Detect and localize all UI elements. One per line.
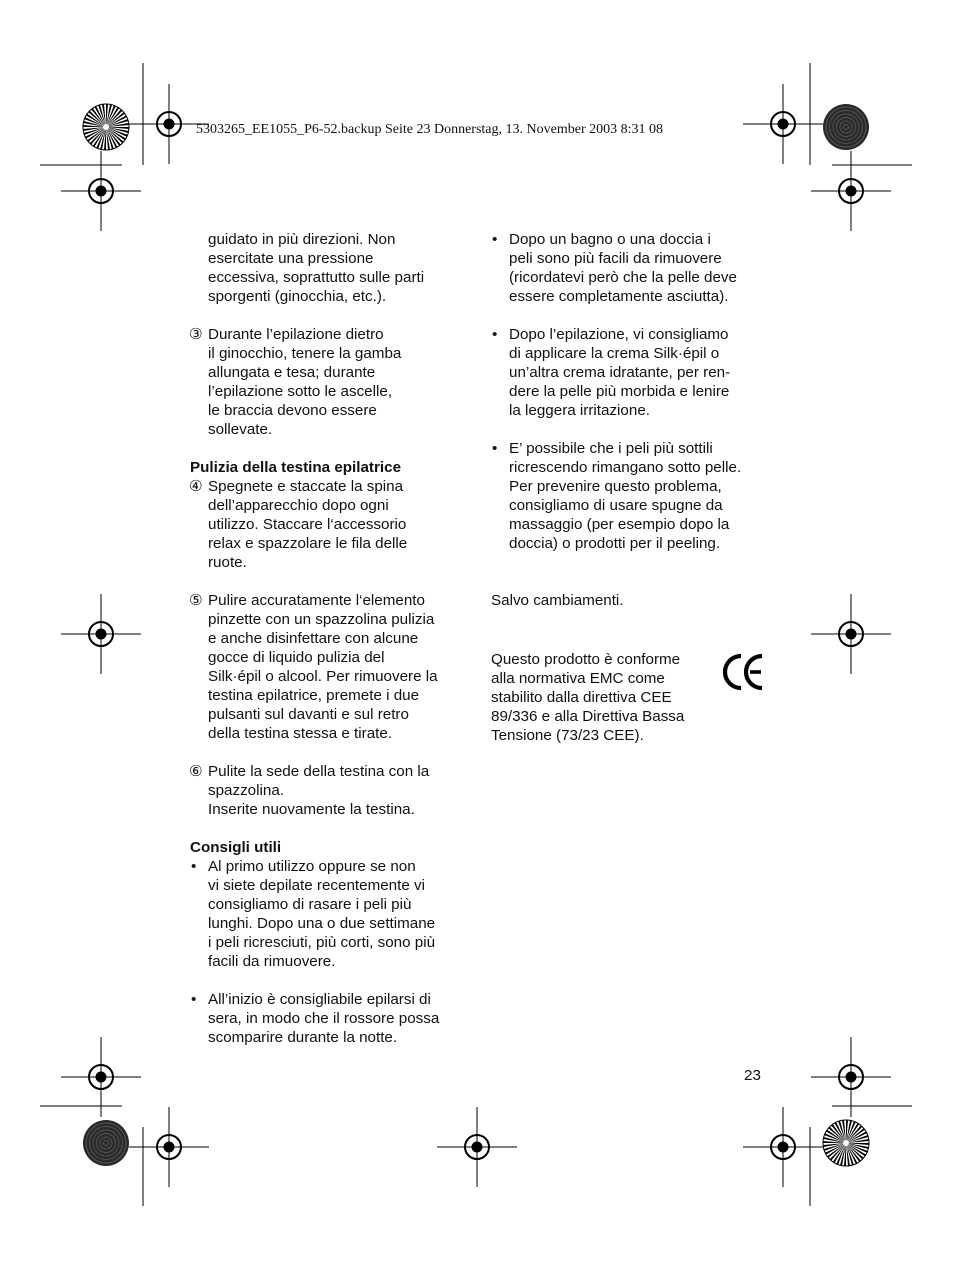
page-number: 23 [744,1067,761,1084]
color-star-center [843,1140,849,1146]
text-line: esercitate una pressione [208,250,374,267]
text-line: e anche disinfettare con alcune [208,630,419,647]
notice-text: Salvo cambiamenti. [491,592,624,609]
color-star-center [103,124,109,130]
ce-mark-icon [722,650,766,694]
text-line: lunghi. Dopo una o due settimane [208,915,436,932]
text-line: le braccia devono essere [208,402,377,419]
text-line: testina epilatrice, premete i due [208,687,420,704]
text-line: i peli ricresciuti, più corti, sono più [208,934,436,951]
continuation-paragraph [190,230,462,306]
text-line: Pulite la sede della testina con la [208,763,430,780]
text-line: E’ possibile che i peli più sottili [509,440,713,457]
registration-dot [96,186,107,197]
step-6 [190,762,462,819]
text-line: facili da rimuovere. [208,953,336,970]
registration-dot [778,119,789,130]
text-line: stabilito dalla direttiva CEE [491,689,672,706]
text-line: dere la pelle più morbida e lenire [509,383,730,400]
registration-dot [164,119,175,130]
text-line: consigliamo di usare spugne da [509,497,723,514]
text-line: Al primo utilizzo oppure se non [208,858,416,875]
text-line: eccessiva, soprattutto sulle parti [208,269,425,286]
text-line: ruote. [208,554,247,571]
text-line: Per prevenire questo problema, [509,478,722,495]
text-line: della testina stessa e tirate. [208,725,393,742]
list-item [190,857,462,971]
text-line: Silk·épil o alcool. Per rimuovere la [208,668,438,685]
text-line: Tensione (73/23 CEE). [491,727,644,744]
text-line: Questo prodotto è conforme [491,651,681,668]
text-line: relax e spazzolare le fila delle [208,535,408,552]
list-item [491,325,766,420]
text-line: spazzolina. [208,782,284,799]
registration-dot [164,1142,175,1153]
list-item [491,230,766,306]
step-3 [190,325,462,439]
text-line: allungata e tesa; durante [208,364,376,381]
text-line: sollevate. [208,421,273,438]
conformity-statement [491,650,721,745]
step-5 [190,591,462,743]
text-line: l’epilazione sotto le ascelle, [208,383,393,400]
text-line: vi siete depilate recentemente vi [208,877,425,894]
text-line: (ricordatevi però che la pelle deve [509,269,737,286]
registration-dot [96,629,107,640]
registration-dot [846,629,857,640]
text-line: doccia) o prodotti per il peeling. [509,535,721,552]
bullet: • [492,326,498,343]
text-line: Dopo un bagno o una doccia i [509,231,711,248]
text-line: sporgenti (ginocchia, etc.). [208,288,387,305]
step-number: ⑤ [189,592,203,609]
registration-dot [96,1072,107,1083]
text-line: Durante l’epilazione dietro [208,326,384,343]
text-line: Spegnete e staccate la spina [208,478,404,495]
step-number: ⑥ [189,763,203,780]
registration-dot [472,1142,483,1153]
text-line: guidato in più direzioni. Non [208,231,396,248]
registration-dot [778,1142,789,1153]
text-line: Pulire accuratamente l‘elemento [208,592,425,609]
right-column [491,230,766,610]
text-line: un’altra crema idratante, per ren- [509,364,731,381]
list-item [190,990,462,1047]
cleaning-heading: Pulizia della testina epilatrice [190,459,402,476]
text-line: gocce di liquido pulizia del [208,649,385,666]
text-line: alla normativa EMC come [491,670,665,687]
registration-dot [846,1072,857,1083]
bullet: • [191,858,197,875]
text-line: Inserite nuovamente la testina. [208,801,415,818]
text-line: sera, in modo che il rossore possa [208,1010,440,1027]
text-line: scomparire durante la notte. [208,1029,398,1046]
print-header: 5303265_EE1055_P6-52.backup Seite 23 Donnerstag, 13. November 2003 8:31 08 [196,122,663,137]
text-line: peli sono più facili da rimuovere [509,250,722,267]
step-number: ③ [189,326,203,343]
text-line: massaggio (per esempio dopo la [509,516,730,533]
bullet: • [492,440,498,457]
tips-heading: Consigli utili [190,839,282,856]
text-line: il ginocchio, tenere la gamba [208,345,402,362]
bullet: • [492,231,498,248]
text-line: utilizzo. Staccare l‘accessorio [208,516,407,533]
left-column [190,230,462,1047]
text-line: essere completamente asciutta). [509,288,729,305]
text-line: 89/336 e alla Direttiva Bassa [491,708,685,725]
text-line: pulsanti sul davanti e sul retro [208,706,409,723]
bullet: • [191,991,197,1008]
step-4 [190,477,462,572]
text-line: di applicare la crema Silk·épil o [509,345,720,362]
text-line: pinzette con un spazzolina pulizia [208,611,435,628]
step-number: ④ [189,478,203,495]
text-line: consigliamo di rasare i peli più [208,896,412,913]
text-line: ricrescendo rimangano sotto pelle. [509,459,742,476]
text-line: la leggera irritazione. [509,402,650,419]
text-line: dell’apparecchio dopo ogni [208,497,389,514]
text-line: Dopo l’epilazione, vi consigliamo [509,326,729,343]
registration-dot [846,186,857,197]
text-line: All’inizio è consigliabile epilarsi di [208,991,431,1008]
list-item [491,439,766,553]
